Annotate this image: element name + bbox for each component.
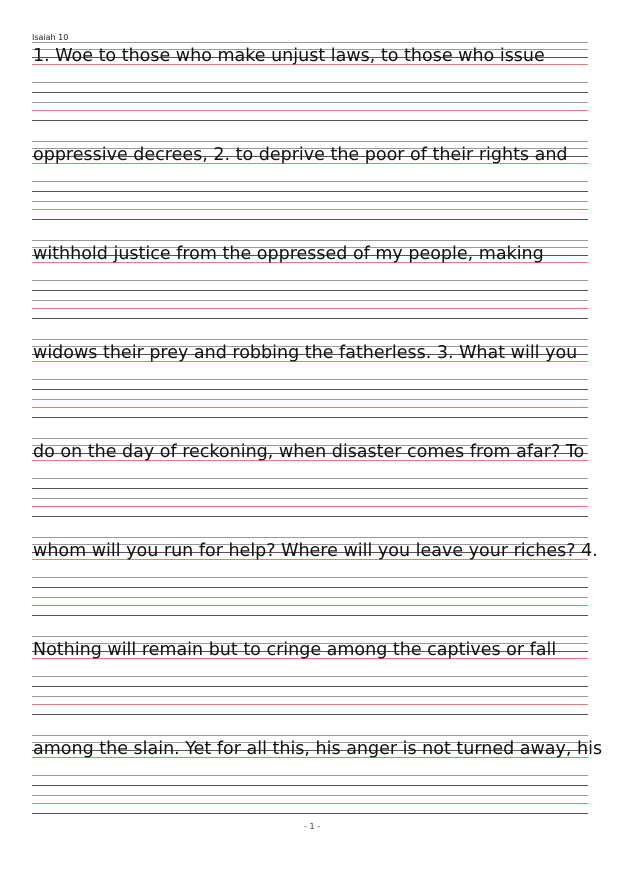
- guide-rule: [32, 714, 588, 715]
- guide-rule: [32, 120, 588, 121]
- line-text: whom will you run for help? Where will you leave your riches? 4.: [33, 541, 598, 561]
- guide-rule: [32, 615, 588, 616]
- guide-rule: [32, 636, 588, 637]
- writing-line-2: [32, 141, 588, 221]
- guide-rule: [32, 300, 588, 301]
- line-text: do on the day of reckoning, when disaster comes from afar? To: [33, 442, 585, 462]
- page-header: Isaiah 10: [32, 33, 69, 42]
- guide-rule: [32, 399, 588, 400]
- guide-rule: [32, 506, 588, 507]
- page-number: - 1 -: [304, 822, 320, 831]
- guide-rule: [32, 318, 588, 319]
- guide-rule: [32, 141, 588, 142]
- guide-rule: [32, 686, 588, 687]
- line-text: widows their prey and robbing the fatherless. 3. What will you: [33, 343, 578, 363]
- line-text: among the slain. Yet for all this, his anger is not turned away, his: [33, 739, 603, 759]
- guide-rule: [32, 775, 588, 776]
- guide-rule: [32, 102, 588, 103]
- guide-rule: [32, 389, 588, 390]
- guide-rule: [32, 280, 588, 281]
- guide-rule: [32, 803, 588, 804]
- guide-rule: [32, 339, 588, 340]
- guide-rule: [32, 110, 588, 111]
- guide-rule: [32, 704, 588, 705]
- writing-line-3: [32, 240, 588, 320]
- guide-rule: [32, 735, 588, 736]
- writing-line-4: [32, 339, 588, 419]
- writing-line-5: [32, 438, 588, 518]
- writing-line-1: [32, 42, 588, 122]
- guide-rule: [32, 42, 588, 43]
- guide-rule: [32, 181, 588, 182]
- guide-rule: [32, 308, 588, 309]
- line-text: oppressive decrees, 2. to deprive the poor of their rights and: [33, 145, 568, 165]
- guide-rule: [32, 82, 588, 83]
- writing-line-7: [32, 636, 588, 716]
- guide-rule: [32, 240, 588, 241]
- guide-rule: [32, 209, 588, 210]
- guide-rule: [32, 605, 588, 606]
- writing-line-6: [32, 537, 598, 617]
- line-text: withhold justice from the oppressed of my people, making: [33, 244, 544, 264]
- guide-rule: [32, 478, 588, 479]
- guide-rule: [32, 795, 588, 796]
- guide-rule: [32, 537, 588, 538]
- line-text: Nothing will remain but to cringe among the captives or fall: [33, 640, 557, 660]
- guide-rule: [32, 676, 588, 677]
- guide-rule: [32, 290, 588, 291]
- guide-rule: [32, 785, 588, 786]
- guide-rule: [32, 696, 588, 697]
- guide-rule: [32, 92, 588, 93]
- guide-rule: [32, 191, 588, 192]
- writing-line-8: [32, 735, 603, 815]
- guide-rule: [32, 587, 588, 588]
- guide-rule: [32, 498, 588, 499]
- line-text: 1. Woe to those who make unjust laws, to those who issue: [33, 46, 545, 66]
- guide-rule: [32, 407, 588, 408]
- guide-rule: [32, 219, 588, 220]
- guide-rule: [32, 813, 588, 814]
- guide-rule: [32, 488, 588, 489]
- guide-rule: [32, 417, 588, 418]
- guide-rule: [32, 516, 588, 517]
- guide-rule: [32, 597, 588, 598]
- guide-rule: [32, 438, 588, 439]
- guide-rule: [32, 577, 588, 578]
- guide-rule: [32, 201, 588, 202]
- guide-rule: [32, 379, 588, 380]
